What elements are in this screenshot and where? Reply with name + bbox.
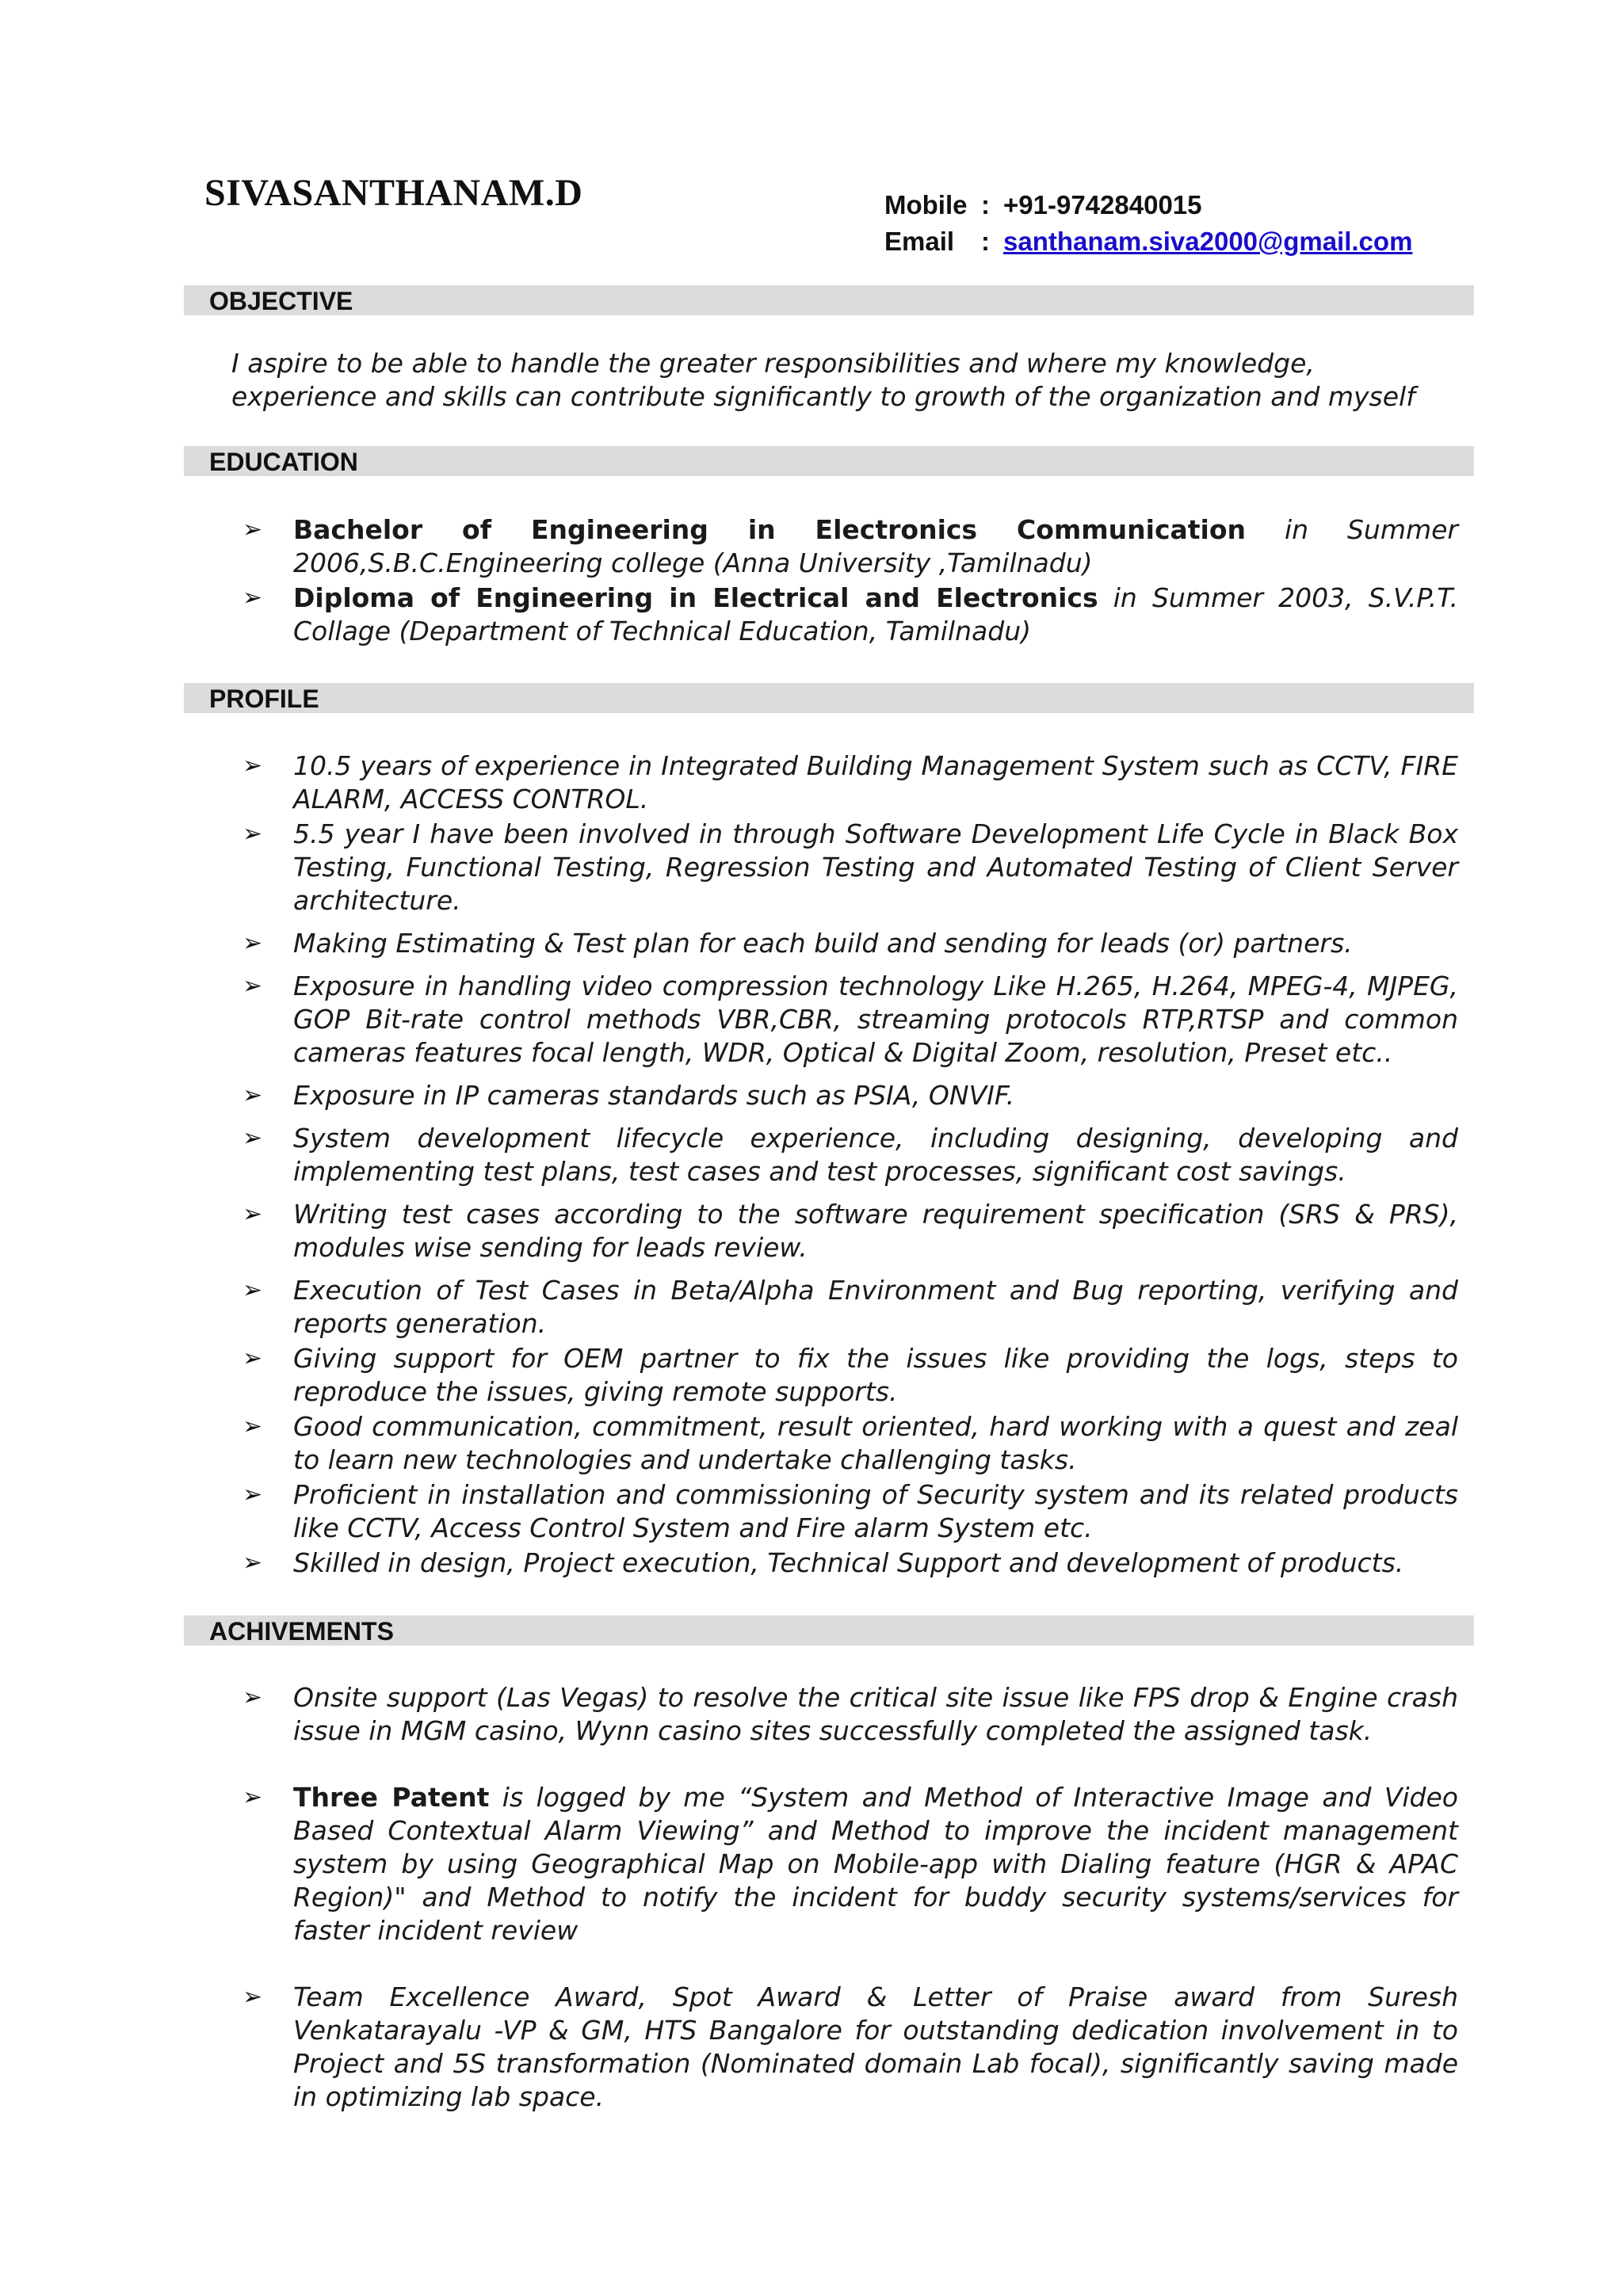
bullet-arrow-icon: ➢: [242, 1200, 263, 1228]
item-text: Exposure in IP cameras standards such as PSIA, ONVIF.: [293, 1080, 1015, 1111]
profile-item: [242, 1198, 1458, 1264]
profile-item: [242, 1274, 1458, 1341]
item-text: Execution of Test Cases in Beta/Alpha Environment and Bug reporting, verifying and reports generation.: [293, 1275, 1458, 1339]
item-bold-text: Diploma of Engineering in Electrical and Electronics: [293, 582, 1098, 613]
item-text: in Summer 2006,S.B.C.Engineering college (Anna University ,Tamilnadu): [293, 514, 1458, 578]
contact-block: [884, 187, 1412, 260]
bullet-arrow-icon: ➢: [242, 584, 263, 612]
profile-item: [242, 1410, 1458, 1477]
item-text: Onsite support (Las Vegas) to resolve the critical site issue like FPS drop & Engine crash issue in MGM casino, Wynn casino sites successfully completed the assigned task.: [293, 1682, 1458, 1746]
mobile-label: Mobile: [884, 190, 968, 219]
bullet-arrow-icon: ➢: [242, 820, 263, 848]
profile-heading: PROFILE: [209, 685, 319, 713]
item-bold-text: Bachelor of Engineering in Electronics Communication: [293, 514, 1247, 545]
email-separator: :: [981, 227, 990, 256]
email-label: Email: [884, 227, 955, 256]
item-text: Giving support for OEM partner to fix the issues like providing the logs, steps to reproduce the issues, giving remote supports.: [293, 1343, 1458, 1407]
item-text: is logged by me “System and Method of Interactive Image and Video Based Contextual Alarm Viewing” and Method to improve the incident management system by using Geographical Map on Mobile-app with Dialing feature (HGR & APAC Region)" and Method to notify the incident for buddy security systems/services for faster incident review: [293, 1782, 1458, 1946]
bullet-arrow-icon: ➢: [242, 1276, 263, 1304]
item-text: Good communication, commitment, result oriented, hard working with a quest and zeal to learn new technologies and undertake challenging tasks.: [293, 1411, 1458, 1475]
profile-list: [242, 749, 1458, 1580]
bullet-arrow-icon: ➢: [242, 1413, 263, 1440]
item-text: in Summer 2003, S.V.P.T. Collage (Department of Technical Education, Tamilnadu): [293, 582, 1458, 646]
mobile-value: +91-9742840015: [1003, 190, 1202, 219]
bullet-arrow-icon: ➢: [242, 972, 263, 1000]
profile-item: [242, 1342, 1458, 1409]
profile-item: [242, 1547, 1458, 1580]
achievement-item: [242, 1781, 1458, 1947]
bullet-arrow-icon: ➢: [242, 1344, 263, 1372]
item-text: Exposure in handling video compression technology Like H.265, H.264, MPEG-4, MJPEG, GOP Bit-rate control methods VBR,CBR, streaming protocols RTP,RTSP and common cameras features focal length, WDR, Optical & Digital Zoom, resolution, Preset etc..: [293, 971, 1458, 1068]
candidate-name: SIVASANTHANAM.D: [204, 172, 583, 214]
bullet-arrow-icon: ➢: [242, 1983, 263, 2011]
profile-item: [242, 1122, 1458, 1188]
achievement-item: [242, 1681, 1458, 1748]
bullet-arrow-icon: ➢: [242, 1684, 263, 1711]
bullet-arrow-icon: ➢: [242, 1124, 263, 1152]
profile-item: [242, 1079, 1458, 1112]
profile-item: [242, 927, 1458, 960]
profile-item: [242, 749, 1458, 816]
bullet-arrow-icon: ➢: [242, 516, 263, 543]
item-text: 10.5 years of experience in Integrated Building Management System such as CCTV, FIRE ALARM, ACCESS CONTROL.: [293, 750, 1458, 814]
achievement-item: [242, 1981, 1458, 2114]
item-text: Skilled in design, Project execution, Technical Support and development of products.: [293, 1547, 1404, 1578]
email-row: [884, 223, 1412, 260]
profile-item: [242, 970, 1458, 1070]
bullet-arrow-icon: ➢: [242, 1481, 263, 1508]
education-section-bar: [184, 446, 1474, 476]
profile-section-bar: [184, 683, 1474, 713]
mobile-row: [884, 187, 1412, 223]
education-item: [242, 582, 1458, 648]
bullet-arrow-icon: ➢: [242, 1549, 263, 1577]
bullet-arrow-icon: ➢: [242, 929, 263, 957]
profile-item: [242, 1478, 1458, 1545]
email-link[interactable]: santhanam.siva2000@gmail.com: [1003, 227, 1413, 256]
bullet-arrow-icon: ➢: [242, 752, 263, 780]
item-text: Writing test cases according to the software requirement specification (SRS & PRS), modules wise sending for leads review.: [293, 1199, 1458, 1263]
item-text: System development lifecycle experience, including designing, developing and implementing test plans, test cases and test processes, significant cost savings.: [293, 1123, 1458, 1187]
bullet-arrow-icon: ➢: [242, 1783, 263, 1811]
achievements-heading: ACHIVEMENTS: [209, 1617, 394, 1646]
education-item: [242, 513, 1458, 580]
achievements-section-bar: [184, 1615, 1474, 1646]
bullet-arrow-icon: ➢: [242, 1081, 263, 1109]
achievements-list: [242, 1681, 1458, 2114]
objective-section-bar: [184, 285, 1474, 315]
education-heading: EDUCATION: [209, 448, 358, 476]
item-text: 5.5 year I have been involved in through Software Development Life Cycle in Black Box Testing, Functional Testing, Regression Testing and Automated Testing of Client Server architecture.: [293, 818, 1458, 916]
education-list: [242, 513, 1458, 650]
item-bold-text: Three Patent: [293, 1782, 490, 1813]
item-text: Team Excellence Award, Spot Award & Letter of Praise award from Suresh Venkatarayalu -VP & GM, HTS Bangalore for outstanding dedication involvement in to Project and 5S transformation (Nominated domain Lab focal), significantly saving made in optimizing lab space.: [293, 1981, 1458, 2112]
objective-text: I aspire to be able to handle the greater responsibilities and where my knowledge, experience and skills can contribute significantly to growth of the organization and myself: [231, 348, 1415, 412]
item-text: Proficient in installation and commissioning of Security system and its related products like CCTV, Access Control System and Fire alarm System etc.: [293, 1479, 1458, 1543]
objective-heading: OBJECTIVE: [209, 287, 353, 315]
profile-item: [242, 818, 1458, 917]
item-text: Making Estimating & Test plan for each build and sending for leads (or) partners.: [293, 928, 1353, 959]
mobile-separator: :: [981, 190, 990, 219]
